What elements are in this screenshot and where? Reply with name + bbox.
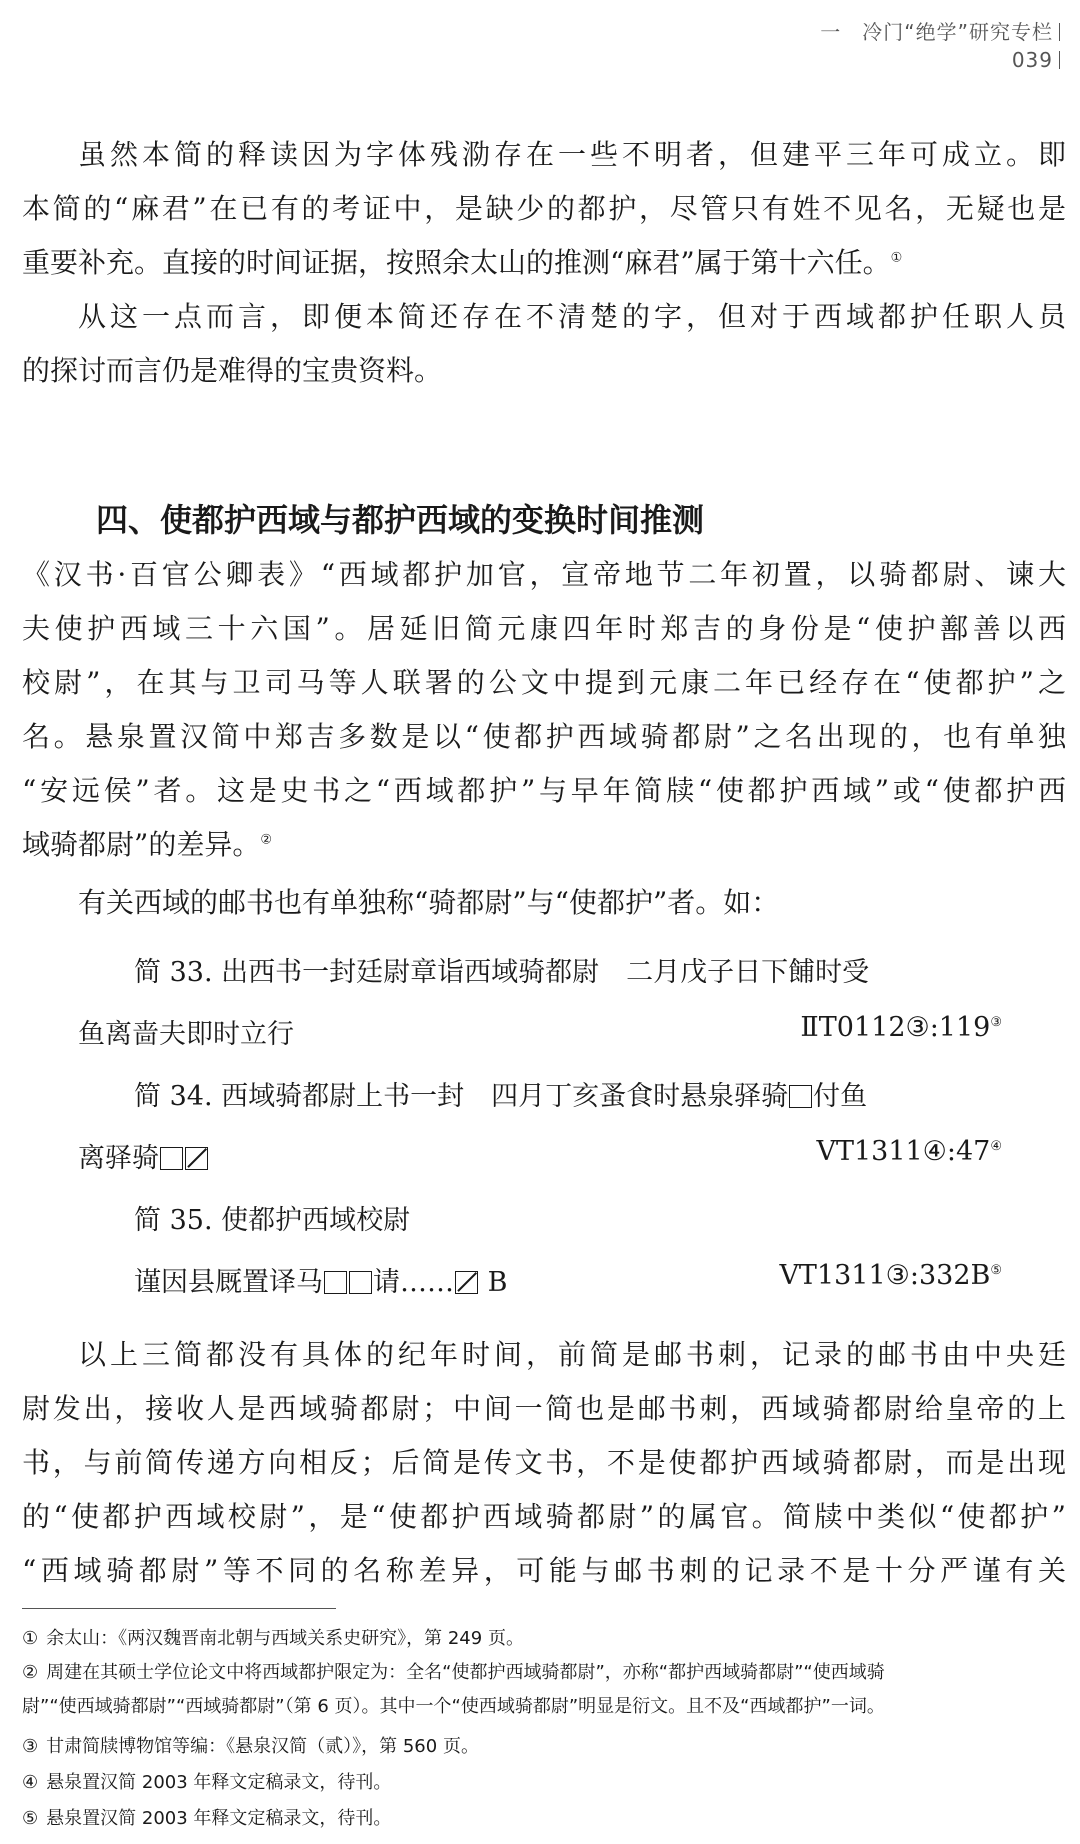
paragraph-line: 以上三简都没有具体的纪年时间，前简是邮书刺，记录的邮书由中央廷 [78, 1338, 1066, 1371]
paragraph-line: 名。悬泉置汉简中郑吉多数是以“使都护西域骑都尉”之名出现的，也有单独 [22, 720, 1066, 753]
footnote-text: 余太山：《两汉魏晋南北朝与西域关系史研究》，第 249 页。 [46, 1628, 524, 1649]
slip-34-line1 [0, 1074, 1080, 1124]
slip-33-line1 [0, 950, 1080, 1000]
text: 简 34. 西域骑都尉上书一封 四月丁亥蚤食时悬泉驿骑 [134, 1081, 789, 1112]
paragraph-line: 虽然本简的释读因为字体残泐存在一些不明者，但建平三年可成立。即 [78, 138, 1066, 171]
slip-text [134, 1260, 507, 1299]
damaged-char-box [455, 1271, 478, 1294]
slip-text: 简 35. 使都护西域校尉 [134, 1205, 411, 1236]
header-divider [1059, 51, 1060, 69]
missing-char-box [160, 1147, 183, 1170]
footnote-ref[interactable]: ⑤ [990, 1263, 1002, 1278]
slip-35-line2 [0, 1260, 1080, 1310]
footnote-5 [22, 1802, 1062, 1836]
text: 谨因县厩置译马 [134, 1267, 323, 1298]
ref-text: ⅤT1311④:47 [816, 1136, 991, 1167]
text: 重要补充。直接的时间证据，按照余太山的推测“麻君”属于第十六任。 [22, 246, 891, 279]
paragraph-line: 有关西域的邮书也有单独称“骑都尉”与“使都护”者。如： [78, 886, 780, 919]
paragraph-line: 书，与前简传递方向相反；后简是传文书，不是使都护西域骑都尉，而是出现 [22, 1446, 1066, 1479]
paragraph-line: 从这一点而言，即便本简还存在不清楚的字，但对于西域都护任职人员 [78, 300, 1066, 333]
text: 离驿骑 [78, 1143, 159, 1174]
text: 域骑都尉”的差异。 [22, 828, 261, 861]
page-number: 039 [1011, 48, 1053, 72]
slip-reference [779, 1260, 1002, 1291]
footnote-2-cont: 尉”“使西域骑都尉”“西域骑都尉”（第 6 页）。其中一个“使西域骑都尉”明显是衍文。且不及“西域都护”一词。 [22, 1696, 885, 1717]
ref-text: ⅤT1311③:332B [779, 1260, 991, 1291]
footnote-text: 悬泉置汉简 2003 年释文定稿录文，待刊。 [46, 1808, 392, 1829]
text: B [487, 1267, 508, 1298]
missing-char-box [349, 1271, 372, 1294]
footnote-text: 悬泉置汉简 2003 年释文定稿录文，待刊。 [46, 1772, 392, 1793]
slip-text [134, 1074, 867, 1113]
paragraph-line: 的“使都护西域校尉”，是“使都护西域骑都尉”的属官。简牍中类似“使都护” [22, 1500, 1066, 1533]
slip-35-line1 [0, 1198, 1080, 1248]
paragraph-line: 的探讨而言仍是难得的宝贵资料。 [22, 354, 443, 387]
footnote-1 [22, 1622, 1062, 1656]
footnote-number: ② [22, 1662, 39, 1683]
paragraph-line: “安远侯”者。这是史书之“西域都护”与早年简牍“使都护西域”或“使都护西 [22, 774, 1066, 807]
footnote-text: 甘肃简牍博物馆等编：《悬泉汉简（贰）》，第 560 页。 [46, 1736, 479, 1757]
footnote-ref[interactable]: ② [260, 832, 272, 848]
paragraph-line: 本简的“麻君”在已有的考证中，是缺少的都护，尽管只有姓不见名，无疑也是 [22, 192, 1066, 225]
slip-34-line2 [0, 1136, 1080, 1186]
paragraph-line: 《汉书·百官公卿表》“西域都护加官，宣帝地节二年初置，以骑都尉、谏大 [22, 558, 1066, 591]
footnote-divider [22, 1608, 336, 1609]
footnote-number: ① [22, 1628, 39, 1649]
paragraph-line [22, 236, 1066, 290]
running-header [820, 18, 1060, 74]
missing-char-box [789, 1085, 812, 1108]
footnote-4 [22, 1766, 1062, 1800]
missing-char-box [324, 1271, 347, 1294]
footnote-ref[interactable]: ① [890, 250, 903, 266]
slip-reference [816, 1136, 1002, 1167]
section-title: 一 冷门“绝学”研究专栏 [820, 20, 1053, 44]
footnote-text: 周建在其硕士学位论文中将西域都护限定为：全名“使都护西域骑都尉”，亦称“都护西域骑都尉”“使西域骑 [46, 1662, 885, 1683]
damaged-char-box [185, 1147, 208, 1170]
header-divider [1059, 23, 1060, 41]
slip-text: 简 33. 出西书一封廷尉章诣西域骑都尉 二月戊子日下餔时受 [134, 957, 870, 988]
paragraph-line [22, 818, 1066, 872]
slip-text [78, 1136, 209, 1175]
paragraph-line: “西域骑都尉”等不同的名称差异，可能与邮书刺的记录不是十分严谨有关 [22, 1554, 1066, 1587]
text: 请…… [373, 1267, 454, 1298]
paragraph-line: 尉发出，接收人是西域骑都尉；中间一简也是邮书刺，西域骑都尉给皇帝的上 [22, 1392, 1066, 1425]
footnote-number: ⑤ [22, 1808, 39, 1829]
paragraph-line: 夫使护西域三十六国”。居延旧简元康四年时郑吉的身份是“使护鄯善以西 [22, 612, 1066, 645]
slip-33-line2 [0, 1012, 1080, 1062]
footnote-ref[interactable]: ③ [990, 1015, 1002, 1030]
ref-text: ⅡT0112③:119 [800, 1012, 991, 1043]
slip-reference [800, 1012, 1002, 1043]
footnote-number: ③ [22, 1736, 39, 1757]
section-heading: 四、使都护西域与都护西域的变换时间推测 [96, 501, 705, 539]
footnote-2 [22, 1656, 1062, 1690]
text: 付鱼 [813, 1081, 868, 1112]
footnote-number: ④ [22, 1772, 39, 1793]
paragraph-line: 校尉”，在其与卫司马等人联署的公文中提到元康二年已经存在“使都护”之 [22, 666, 1066, 699]
footnote-3 [22, 1730, 1062, 1764]
slip-text: 鱼离啬夫即时立行 [78, 1019, 294, 1050]
footnote-ref[interactable]: ④ [990, 1139, 1002, 1154]
